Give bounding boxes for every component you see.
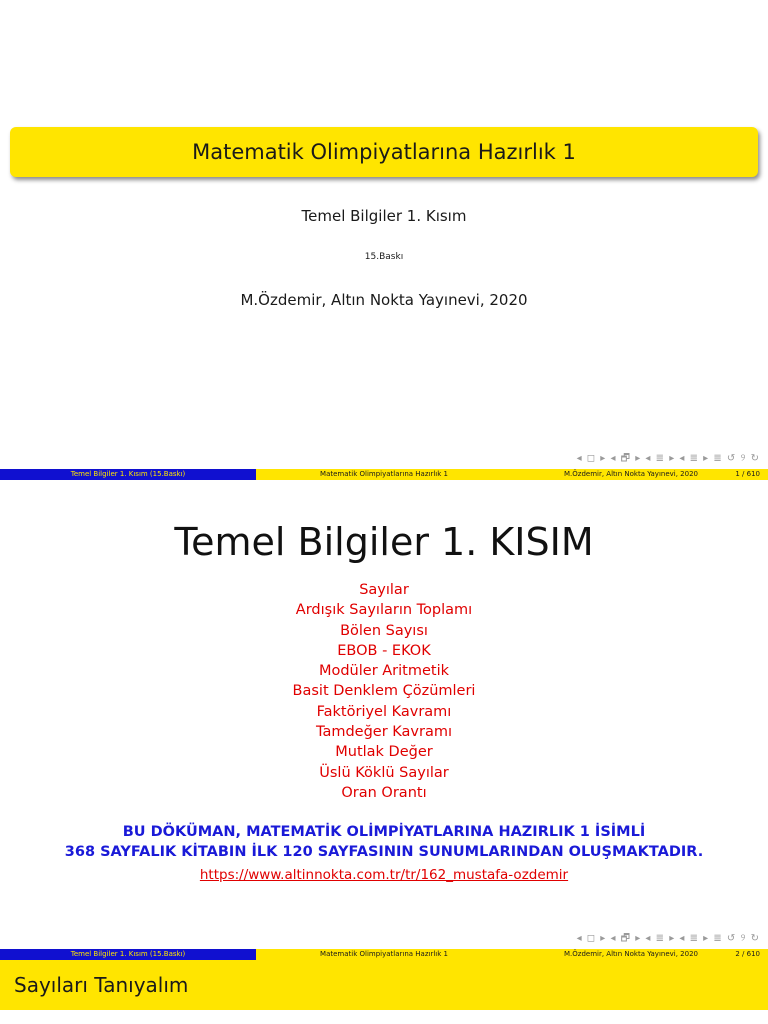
footer-title: Matematik Olimpiyatlarına Hazırlık 1 (256, 949, 512, 960)
topic-item[interactable]: Basit Denklem Çözümleri (292, 683, 476, 700)
topic-item[interactable]: Üslü Köklü Sayılar (319, 764, 449, 781)
topic-item[interactable]: EBOB - EKOK (337, 642, 431, 659)
edition-label: 15.Baskı (364, 252, 404, 262)
footer-short-title: Temel Bilgiler 1. Kısım (15.Baskı) (0, 949, 256, 960)
slide-2 (0, 480, 768, 960)
topic-item[interactable]: Ardışık Sayıların Toplamı (295, 602, 473, 619)
footer-page-number: 2 / 610 (735, 950, 760, 958)
footer-author-block (512, 949, 768, 960)
book-link[interactable]: https://www.altinnokta.com.tr/tr/162_mustafa-ozdemir (199, 867, 569, 883)
beamer-navigation-icons[interactable]: ◂ ◻ ▸ ◂ 🗗 ▸ ◂ ≣ ▸ ◂ ≣ ▸ ≣ ↺ ୨ ↻ (576, 933, 760, 944)
presentation-title: Matematik Olimpiyatlarına Hazırlık 1 (192, 140, 576, 164)
presentation-title-box (10, 127, 758, 177)
footer-short-title: Temel Bilgiler 1. Kısım (15.Baskı) (0, 469, 256, 480)
section-title: Sayıları Tanıyalım (14, 973, 189, 997)
topic-item[interactable]: Oran Orantı (341, 784, 427, 801)
topic-list (0, 580, 768, 803)
beamer-navigation-icons[interactable]: ◂ ◻ ▸ ◂ 🗗 ▸ ◂ ≣ ▸ ◂ ≣ ▸ ≣ ↺ ୨ ↻ (576, 453, 760, 464)
notice-line-2: 368 SAYFALIK KİTABIN İLK 120 SAYFASININ SUNUMLARINDAN OLUŞMAKTADIR. (64, 844, 704, 860)
footer-page-number: 1 / 610 (735, 470, 760, 478)
topic-item[interactable]: Sayılar (359, 582, 409, 598)
topic-item[interactable]: Tamdeğer Kavramı (315, 724, 452, 741)
slide-3 (0, 960, 768, 1024)
footer-author-block (512, 469, 768, 480)
presentation-subtitle: Temel Bilgiler 1. Kısım (301, 207, 467, 225)
footer-author: M.Özdemir, Altın Nokta Yayınevi, 2020 (564, 950, 698, 958)
author-line: M.Özdemir, Altın Nokta Yayınevi, 2020 (240, 291, 528, 309)
slide-1 (0, 0, 768, 480)
slide-title: Temel Bilgiler 1. KISIM (174, 520, 594, 564)
topic-item[interactable]: Bölen Sayısı (340, 622, 428, 639)
notice-text (0, 822, 768, 862)
section-title-bar (0, 960, 768, 1010)
topic-item[interactable]: Mutlak Değer (335, 744, 433, 761)
footer-author: M.Özdemir, Altın Nokta Yayınevi, 2020 (564, 470, 698, 478)
topic-item[interactable]: Modüler Aritmetik (318, 663, 450, 680)
footer-title: Matematik Olimpiyatlarına Hazırlık 1 (256, 469, 512, 480)
slide-footer (0, 469, 768, 480)
notice-line-1: BU DÖKÜMAN, MATEMATİK OLİMPİYATLARINA HAZIRLIK 1 İSİMLİ (122, 824, 646, 840)
slide-footer (0, 949, 768, 960)
book-link-container (0, 864, 768, 883)
topic-item[interactable]: Faktöriyel Kavramı (316, 703, 452, 720)
